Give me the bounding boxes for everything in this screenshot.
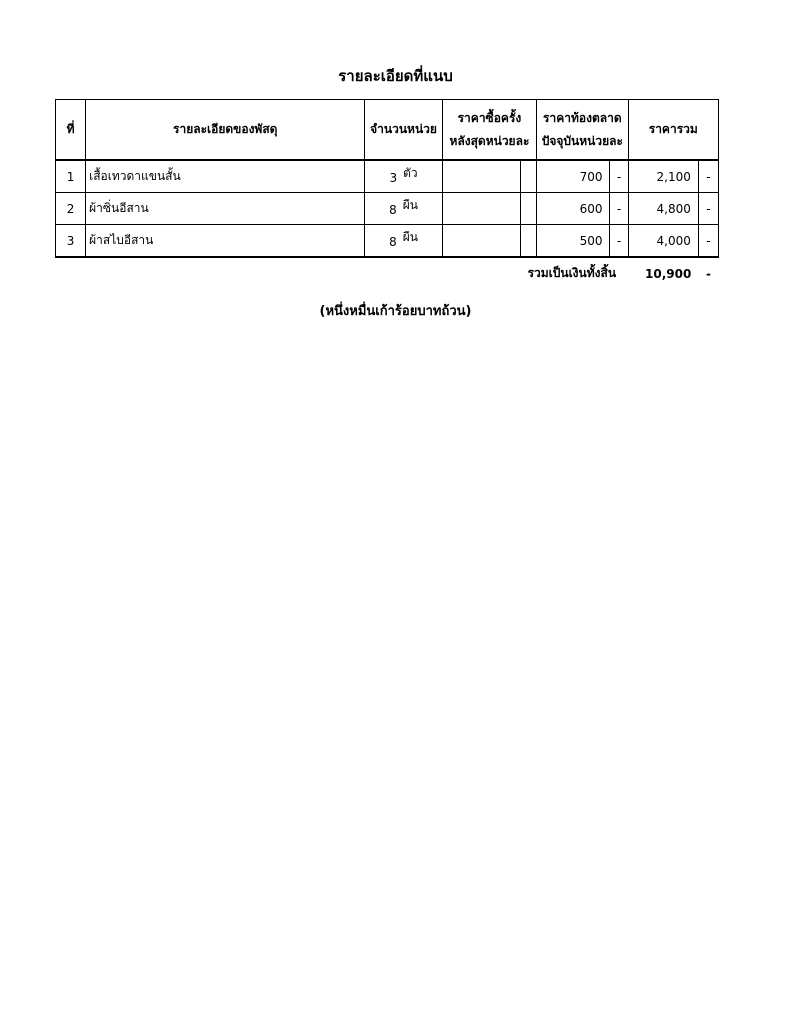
row-total: 4,000 [628, 225, 698, 258]
row-qty-number: 3 [389, 171, 398, 185]
table-header-row [56, 100, 719, 161]
row-quantity [365, 160, 442, 193]
header-last-purchase-line1: ราคาซื้อครั้ง [457, 110, 522, 125]
table-row [56, 225, 719, 258]
row-last-price [442, 160, 520, 193]
header-market-price [537, 100, 628, 161]
document-title: รายละเอียดที่แนบ [338, 67, 453, 85]
table-row [56, 160, 719, 193]
row-qty-unit: ผืน [402, 198, 418, 212]
row-no: 1 [56, 160, 86, 193]
row-market-price-dec: - [610, 225, 628, 258]
header-last-purchase-price [442, 100, 536, 161]
header-description: รายละเอียดของพัสดุ [86, 100, 365, 161]
row-last-price-dec [521, 193, 537, 225]
items-table [55, 99, 719, 289]
row-qty-unit: ผืน [402, 230, 418, 244]
header-last-purchase-line2: หลังสุดหน่วยละ [449, 133, 530, 148]
row-last-price-dec [521, 160, 537, 193]
row-total: 4,800 [628, 193, 698, 225]
row-description: ผ้าสไบอีสาน [86, 225, 365, 258]
row-total-dec: - [698, 160, 718, 193]
row-last-price [442, 193, 520, 225]
grand-total-value: 10,900 [645, 266, 692, 281]
table-row [56, 193, 719, 225]
row-market-price: 600 [537, 193, 610, 225]
row-market-price-dec: - [610, 160, 628, 193]
row-quantity [365, 193, 442, 225]
row-qty-number: 8 [389, 235, 397, 249]
grand-total-label: รวมเป็นเงินทั้งสิ้น [527, 266, 617, 280]
row-qty-number: 8 [389, 203, 397, 217]
row-no: 3 [56, 225, 86, 258]
row-last-price [442, 225, 520, 258]
header-quantity: จำนวนหน่วย [365, 100, 442, 161]
grand-total-dec: - [705, 266, 711, 281]
row-market-price: 500 [537, 225, 610, 258]
header-no: ที่ [56, 100, 86, 161]
grand-total-row [56, 257, 719, 289]
row-total-dec: - [698, 225, 718, 258]
row-total-dec: - [698, 193, 718, 225]
amount-in-words: (หนึ่งหมื่นเก้าร้อยบาทถ้วน) [319, 304, 472, 319]
row-quantity [365, 225, 442, 258]
row-market-price: 700 [537, 160, 610, 193]
header-market-price-line1: ราคาท้องตลาด [543, 110, 622, 125]
row-total: 2,100 [628, 160, 698, 193]
row-market-price-dec: - [610, 193, 628, 225]
row-qty-unit: ตัว [403, 166, 418, 180]
row-description: เสื้อเทวดาแขนสั้น [86, 160, 365, 193]
row-no: 2 [56, 193, 86, 225]
row-description: ผ้าซิ่นอีสาน [86, 193, 365, 225]
row-last-price-dec [521, 225, 537, 258]
header-market-price-line2: ปัจจุบันหน่วยละ [541, 133, 623, 148]
header-total: ราคารวม [628, 100, 718, 161]
